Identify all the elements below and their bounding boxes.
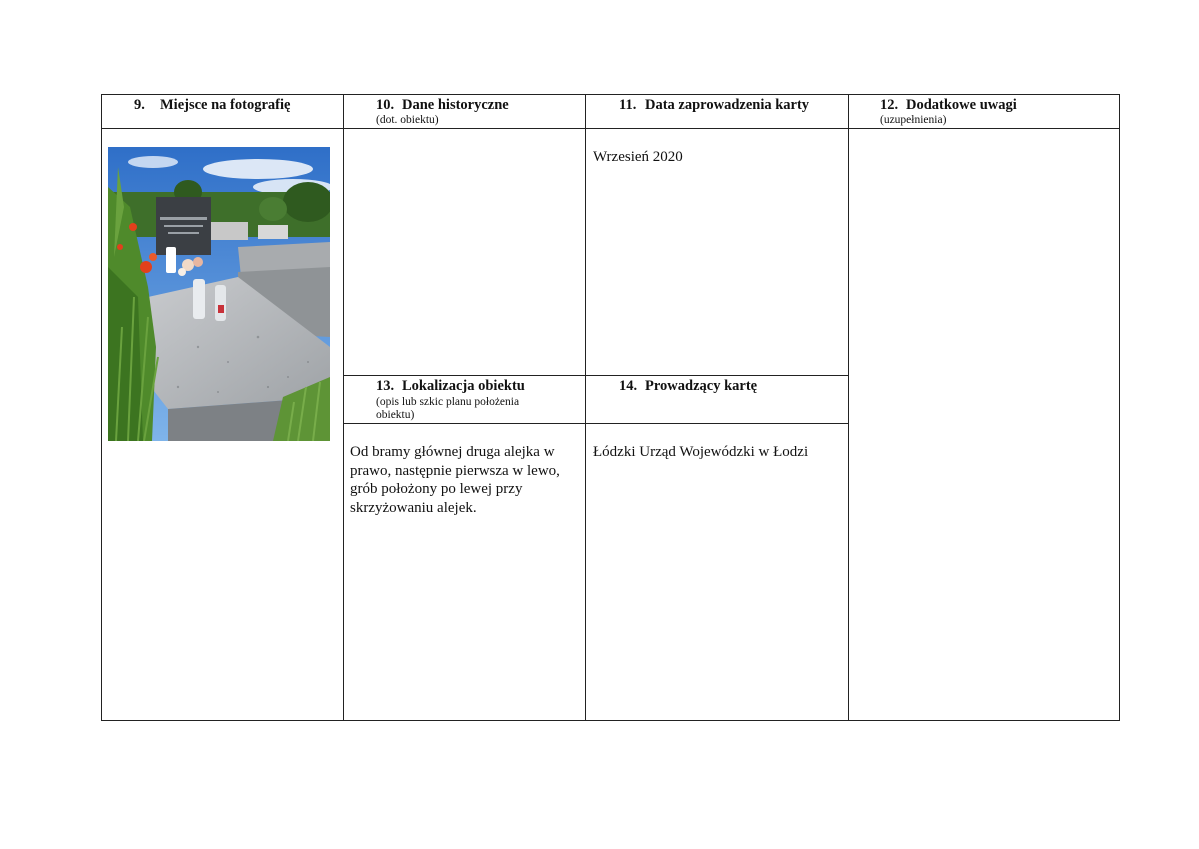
header-title: Data zaprowadzenia karty (645, 97, 810, 113)
keeper-value: Łódzki Urząd Wojewódzki w Łodzi (593, 444, 809, 460)
section-divider (343, 375, 848, 376)
header-subtitle: (opis lub szkic planu położenia (376, 396, 520, 408)
header-subtitle: (uzupełnienia) (880, 114, 947, 126)
card-date-value: Wrzesień 2020 (593, 149, 683, 165)
grave-photo (108, 147, 330, 441)
header-card-date (619, 97, 809, 113)
location-line: prawo, następnie pierwsza w lewo, (350, 462, 560, 479)
header-number: 11. (619, 97, 637, 113)
header-divider (101, 128, 1120, 129)
header-title: Prowadzący kartę (645, 378, 758, 394)
header-number: 12. (880, 97, 899, 113)
header-notes (880, 97, 1017, 113)
location-line: Od bramy głównej druga alejka w (350, 444, 555, 460)
header-number: 9. (134, 97, 145, 113)
header-title: Dodatkowe uwagi (906, 97, 1017, 113)
column-divider (585, 94, 586, 721)
header-title: Miejsce na fotografię (160, 97, 291, 113)
header-number: 14. (619, 378, 638, 394)
header-subtitle: obiektu) (376, 409, 415, 421)
location-description (350, 443, 580, 517)
header-photo (134, 97, 290, 113)
section-header-divider (343, 423, 848, 424)
header-title: Lokalizacja obiektu (402, 378, 525, 394)
header-location (376, 378, 525, 394)
header-number: 13. (376, 378, 395, 394)
header-keeper (619, 378, 757, 394)
location-line: skrzyżowaniu alejek. (350, 499, 477, 516)
location-line: grób położony po lewej przy (350, 481, 523, 497)
header-title: Dane historyczne (402, 97, 509, 113)
column-divider (343, 94, 344, 721)
header-subtitle: (dot. obiektu) (376, 114, 439, 126)
column-divider (848, 94, 849, 721)
header-number: 10. (376, 97, 395, 113)
header-historical (376, 97, 509, 113)
